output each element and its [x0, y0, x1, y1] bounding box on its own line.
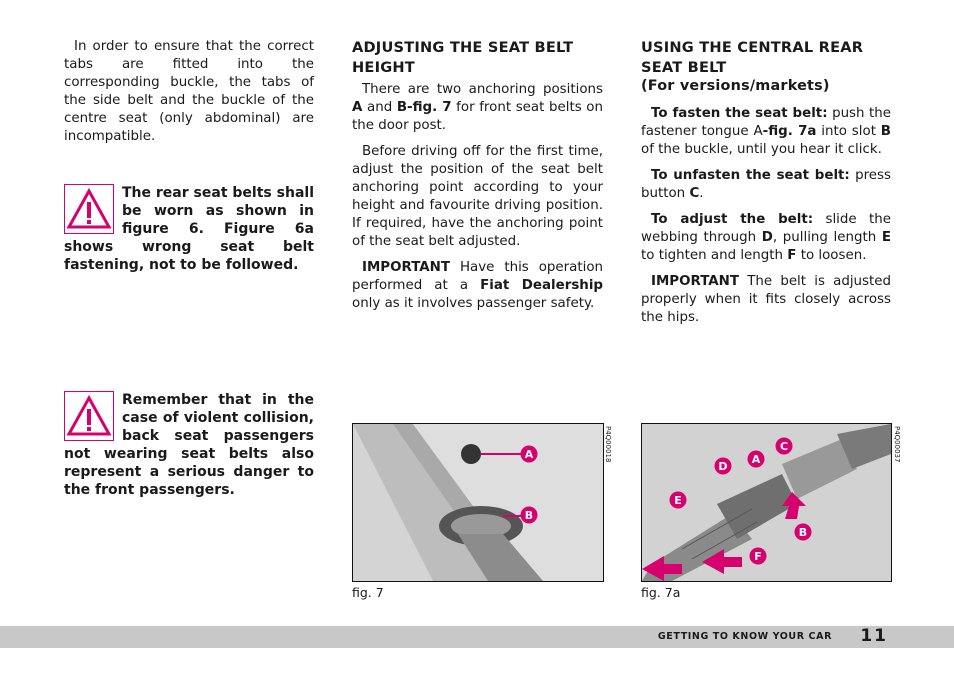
text: There are two anchoring positions: [362, 82, 603, 97]
figure-7-code: P4Q00018: [604, 426, 612, 463]
adjust-paragraph: [641, 211, 891, 265]
page-number: 11: [860, 626, 888, 646]
left-column: [64, 38, 314, 154]
fig7a-label-f: F: [754, 550, 762, 563]
fig-ref: -fig. 7a: [762, 123, 817, 139]
text: .: [699, 185, 704, 201]
text: into slot: [816, 123, 881, 139]
fig7a-label-e: E: [674, 494, 682, 507]
adjust-label: To adjust the belt:: [651, 211, 814, 227]
text: push the fastener tongue A: [641, 105, 891, 139]
ref-c: C: [689, 185, 700, 201]
section-subheading: (For versions/markets): [641, 78, 830, 94]
text: to loosen.: [796, 247, 867, 263]
text: only as it involves passenger safety.: [352, 296, 595, 311]
middle-column: [352, 38, 603, 321]
ref-e: E: [881, 229, 891, 245]
figure-7a-caption: fig. 7a: [641, 585, 681, 600]
ref-b-fig7: B-fig. 7: [396, 100, 452, 115]
fig7a-label-a: A: [751, 453, 761, 466]
text: press button: [641, 167, 891, 201]
text: for front seat belts on the door post.: [352, 100, 603, 133]
important-fit-paragraph: [641, 273, 891, 327]
ref-b: B: [880, 123, 892, 139]
unfasten-paragraph: [641, 167, 891, 203]
important-label: IMPORTANT: [651, 273, 740, 289]
warning-triangle-icon: [64, 184, 114, 234]
fasten-paragraph: [641, 105, 891, 159]
important-dealership-paragraph: [352, 259, 603, 313]
section-heading-central-rear-belt: USING THE CENTRAL REAR SEAT BELT: [641, 39, 864, 76]
footer-section-title: GETTING TO KNOW YOUR CAR: [657, 631, 832, 642]
fasten-label: To fasten the seat belt:: [651, 105, 828, 121]
important-label: IMPORTANT: [362, 260, 451, 275]
text: The belt is adjusted properly when it fits closely across the hips.: [641, 273, 891, 325]
figure-7-caption: fig. 7: [352, 585, 384, 600]
fig7a-label-d: D: [718, 460, 728, 473]
figure-7-image: [352, 423, 604, 582]
figure-7a-code: P4Q00037: [893, 426, 901, 463]
text: and: [362, 100, 397, 115]
text: , pulling length: [772, 229, 882, 245]
ref-f: F: [787, 247, 797, 263]
warning-box-1: [64, 184, 314, 274]
intro-paragraph: In order to ensure that the correct tabs are fitted into the corresponding buckle, the tabs of the side belt and the buckle of the centre seat (only abdominal) are incompatible.: [64, 39, 314, 144]
warning-text-1: The rear seat belts shall be worn as shown in figure 6. Figure 6a shows wrong seat belt fastening, not to be followed.: [64, 185, 314, 273]
anchoring-positions-paragraph: [352, 81, 603, 135]
fig7-label-a: A: [524, 448, 534, 461]
fig7a-label-b: B: [798, 526, 808, 539]
section-heading-seat-belt-height: ADJUSTING THE SEAT BELT HEIGHT: [352, 39, 574, 76]
page-footer: [0, 626, 954, 648]
fig7-label-b: B: [524, 509, 534, 522]
text: of the buckle, until you hear it click.: [641, 141, 882, 157]
warning-box-2: [64, 391, 314, 499]
right-column: [641, 38, 891, 335]
dealership-label: Fiat Dealership: [480, 278, 603, 293]
adjust-before-driving-paragraph: Before driving off for the first time, adjust the position of the seat belt anchoring point according to your height and favourite driving position. If required, have the anchoring point of the seat belt adjusted.: [352, 144, 603, 249]
text: to tighten and length: [641, 247, 788, 263]
fig7a-label-c: C: [779, 440, 789, 453]
ref-d: D: [761, 229, 773, 245]
text: slide the webbing through: [641, 211, 891, 245]
figure-7a-image: [641, 423, 892, 582]
warning-triangle-icon: [64, 391, 114, 441]
text: Have this operation performed at a: [352, 260, 603, 293]
unfasten-label: To unfasten the seat belt:: [651, 167, 850, 183]
warning-text-2: Remember that in the case of violent collision, back seat passengers not wearing seat belts also represent a serious danger to the front passengers.: [64, 392, 314, 498]
ref-a: A: [352, 100, 363, 115]
